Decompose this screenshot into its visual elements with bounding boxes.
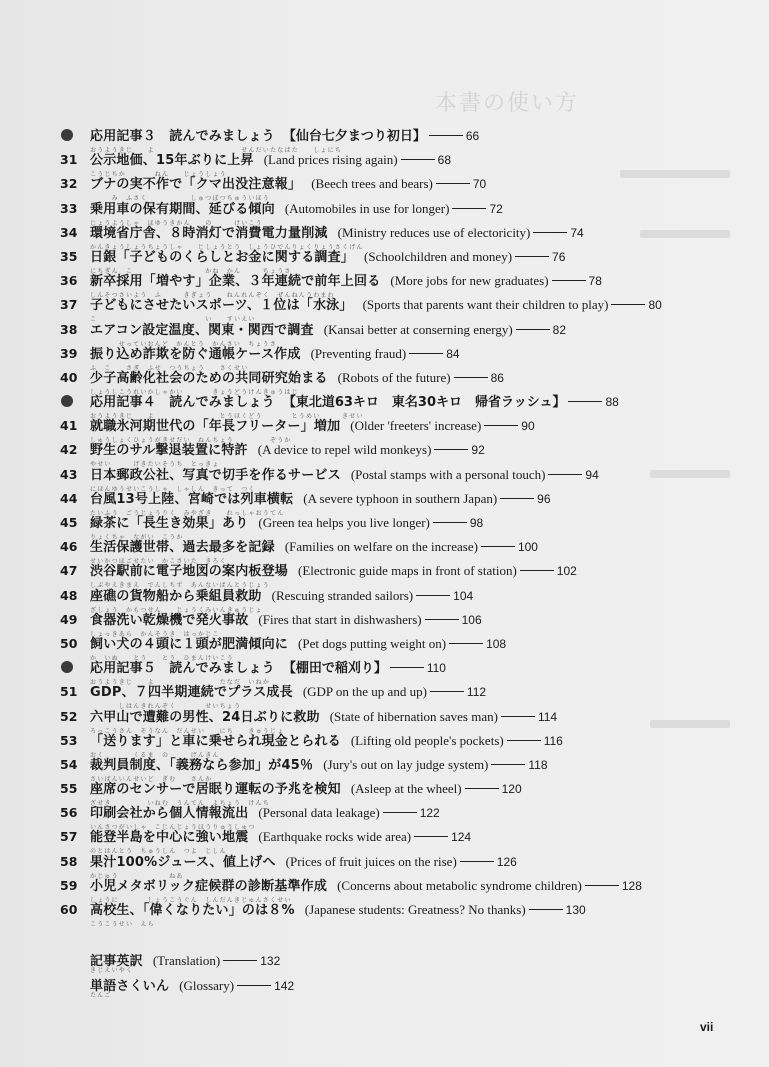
page-number: 102 xyxy=(556,564,577,579)
lesson-number: 45 xyxy=(60,515,78,530)
leader-line xyxy=(237,985,271,986)
lesson-title-en: (Jury's out on lay judge system) xyxy=(323,756,489,772)
leader-line xyxy=(433,522,467,523)
lesson-title-jp: 「送ります」と車に乗せられ現金とられる xyxy=(90,733,341,749)
leader-line xyxy=(491,764,525,765)
lesson-title-en: (Beech trees and bears) xyxy=(311,176,433,192)
lesson-number: 57 xyxy=(60,829,78,845)
lesson-number: 44 xyxy=(60,490,78,506)
furigana: ざせき いねむ うんてん よちょう けんち xyxy=(90,800,271,808)
furigana: か いぬ とう とう ひまんけいこう xyxy=(90,654,235,662)
lesson-number: 58 xyxy=(60,853,78,869)
furigana: しはんきれんぞく せいちょう xyxy=(90,703,242,711)
lesson-number: 41 xyxy=(60,418,78,434)
show-through-title: 本書の使い方 xyxy=(435,91,580,116)
furigana: いんさつがいしゃ こじんじょうほうりゅうしゅつ xyxy=(90,824,256,832)
extra-page-number: 132 xyxy=(260,954,281,968)
leader-line xyxy=(460,861,494,862)
furigana: おうようきじ よ せんだいたなばた しょにち xyxy=(90,147,343,154)
furigana: こうこうせい えら xyxy=(90,921,155,928)
lesson-title-jp: 座席のセンサーで居眠り運転の予兆を検知 xyxy=(90,782,341,798)
toc-entry[interactable] xyxy=(60,781,740,808)
toc-entry[interactable] xyxy=(60,201,740,225)
page-number: 88 xyxy=(605,395,619,410)
toc-entry[interactable] xyxy=(60,418,740,445)
lesson-title-jp: 乗用車の保有期間、延びる傾向 xyxy=(90,201,275,217)
lesson-number: 49 xyxy=(60,611,78,627)
page-number: 122 xyxy=(419,806,440,821)
leader-line xyxy=(434,449,468,450)
lesson-title-en: (Robots of the future) xyxy=(337,369,451,385)
furigana: こ い すいえい xyxy=(90,316,256,324)
furigana: ろっこうさん そうなん だんせい にち きゅうじょ xyxy=(90,727,285,735)
bullet-dot-icon xyxy=(61,661,73,673)
page-number: 118 xyxy=(528,757,548,772)
lesson-title-jp: 振り込め詐欺を防ぐ通帳ケース作成 xyxy=(90,346,301,362)
lesson-number: 37 xyxy=(60,297,78,313)
page-number: 106 xyxy=(461,612,482,627)
bullet-dot-icon xyxy=(61,395,73,407)
furigana: おうようきじ よ たなだ いねか xyxy=(90,679,271,687)
extra-english: (Translation) xyxy=(152,953,221,968)
page-number: 96 xyxy=(537,491,551,506)
toc-entry[interactable] xyxy=(60,709,740,733)
toc-entry[interactable] xyxy=(60,467,740,491)
lesson-number: 59 xyxy=(60,877,78,893)
toc-extra-translation[interactable] xyxy=(90,950,490,974)
lesson-title-jp: 六甲山で遭難の男性、24日ぶりに救助 xyxy=(90,709,320,725)
lesson-number: 53 xyxy=(60,732,78,748)
lesson-number: 38 xyxy=(60,321,78,337)
lesson-title-en: (Pet dogs putting weight on) xyxy=(298,635,447,651)
leader-line xyxy=(515,256,549,257)
leader-line xyxy=(409,353,443,354)
furigana: おく くるま の げんきん xyxy=(90,751,220,759)
lesson-title-jp: 生活保護世帯、過去最多を記録 xyxy=(90,540,275,556)
page-number: 70 xyxy=(472,177,487,192)
extra-title: 記事英訳 xyxy=(90,954,143,969)
page-number: 82 xyxy=(552,322,567,337)
extra-english: (Glossary) xyxy=(179,978,235,993)
lesson-title-en: (State of hibernation saves man) xyxy=(329,708,498,724)
furigana: やせい げきたいそうち とっきょ xyxy=(90,461,220,469)
lesson-number: 60 xyxy=(60,902,78,917)
toc-entry[interactable] xyxy=(60,878,740,902)
extra-ruby: きじえいやく xyxy=(90,967,134,974)
lesson-title-en: (Electronic guide maps in front of station) xyxy=(298,563,517,579)
lesson-title-en: (Japanese students: Greatness? No thanks) xyxy=(304,902,526,917)
toc-entry[interactable] xyxy=(60,805,740,832)
lesson-title-en: (A severe typhoon in southern Japan) xyxy=(303,490,498,506)
lesson-title-en: (Earthquake rocks wide area) xyxy=(258,829,412,845)
leader-line xyxy=(484,425,518,426)
page-number: 72 xyxy=(489,201,503,216)
furigana: しょっきあら かんそうき はっかじこ xyxy=(90,630,220,638)
toc-entry[interactable] xyxy=(60,612,740,636)
page-number: 124 xyxy=(451,830,472,845)
leader-line xyxy=(454,377,488,378)
page-number: 86 xyxy=(490,370,504,385)
lesson-number: 35 xyxy=(60,248,78,264)
page-number: 78 xyxy=(588,274,602,289)
page-number: 90 xyxy=(521,419,535,434)
page-number: 120 xyxy=(501,782,522,797)
lesson-title-jp: 食器洗い乾燥機で発火事故 xyxy=(90,612,249,628)
lesson-title-jp: 環境省庁舎、８時消灯で消費電力量削減 xyxy=(90,225,328,241)
lesson-title-en: (Preventing fraud) xyxy=(310,345,407,361)
leader-line xyxy=(429,135,463,136)
lesson-title-jp: 就職氷河期世代の「年長フリーター」増加 xyxy=(90,419,341,435)
page-number: 74 xyxy=(570,225,584,240)
toc-entry[interactable] xyxy=(60,297,740,324)
page-number: 108 xyxy=(486,636,507,651)
furigana: しょうしこうれいかしゃかい きょうどうけんきゅうはじ xyxy=(90,388,299,396)
lesson-title-en: (Personal data leakage) xyxy=(258,805,380,821)
lesson-title-jp: 小児メタボリック症候群の診断基準作成 xyxy=(90,878,328,894)
page-number: 104 xyxy=(453,588,474,603)
reading-topic: 【棚田で稲刈り】 xyxy=(282,661,387,677)
reading-topic: 【東北道63キロ 東名30キロ 帰省ラッシュ】 xyxy=(282,395,566,411)
lesson-title-jp: ブナの実不作で「クマ出没注意報」 xyxy=(90,177,302,193)
extra-ruby: たんご xyxy=(90,992,112,999)
lesson-title-jp: 高校生、「偉くなりたい」のは８% xyxy=(90,903,295,918)
page-number: 128 xyxy=(621,878,642,893)
lesson-title-jp: 野生のサル撃退装置に特許 xyxy=(90,443,248,459)
lesson-title-en: (Concerns about metabolic syndrome children) xyxy=(337,877,582,893)
lesson-number: 47 xyxy=(60,563,78,579)
toc-entry[interactable] xyxy=(60,539,740,566)
lesson-title-en: (Families on welfare on the increase) xyxy=(284,539,478,555)
furigana: かんきょうしょうちょうしゃ じしょうとう しょうひでんりょくりょうさくげん xyxy=(90,243,364,251)
lesson-title-en: (Kansai better at conserning energy) xyxy=(323,321,513,337)
lesson-number: 52 xyxy=(60,708,78,724)
page-number: 80 xyxy=(648,298,662,313)
lesson-title-en: (Postal stamps with a personal touch) xyxy=(350,466,546,482)
lesson-number: 33 xyxy=(60,200,78,216)
toc-entry[interactable] xyxy=(60,128,740,152)
leader-line xyxy=(533,232,567,233)
leader-line xyxy=(452,208,486,209)
toc-entry[interactable] xyxy=(60,902,740,926)
leader-line xyxy=(611,304,645,305)
furigana: かじゅう ねあ xyxy=(90,872,184,880)
toc-entry[interactable] xyxy=(60,370,740,394)
leader-line xyxy=(465,788,499,789)
page-number: 76 xyxy=(552,249,566,264)
lesson-title-en: (Automobiles in use for longer) xyxy=(284,200,450,216)
lesson-number: 56 xyxy=(60,805,78,821)
lesson-title-en: (Lifting old people's pockets) xyxy=(350,732,504,748)
toc-entry[interactable] xyxy=(60,757,740,781)
lesson-title-en: (Schoolchildren and money) xyxy=(364,248,513,264)
furigana: ざしょう かもつせん じょうくみいんきゅうじょ xyxy=(90,606,263,614)
page-number: 114 xyxy=(537,709,558,724)
page-number: 94 xyxy=(585,467,599,482)
lesson-title-jp: 少子高齢化社会のための共同研究始まる xyxy=(90,370,328,386)
furigana: じょうようしゃ ほゆうきかん の けいこう xyxy=(90,219,263,227)
lesson-title-jp: 新卒採用「増やす」企業、３年連続で前年上回る xyxy=(90,274,381,290)
toc-entry[interactable] xyxy=(60,152,740,179)
furigana: み ふさく しゅつぼつちゅういほう xyxy=(90,195,271,203)
leader-line xyxy=(430,691,464,692)
lesson-title-jp: GDP、７四半期連続でプラス成長 xyxy=(90,685,293,701)
leader-line xyxy=(507,740,541,741)
lesson-number: 51 xyxy=(60,684,78,700)
lesson-title-en: (Green tea helps you live longer) xyxy=(258,515,430,530)
furigana: たいふう ごうじょうりく みやざき れっしゃおうてん xyxy=(90,509,285,517)
lesson-title-jp: 果汁100%ジュース、値上げへ xyxy=(90,854,276,870)
reading-topic: 【仙台七夕まつり初日】 xyxy=(282,129,426,144)
lesson-number: 36 xyxy=(60,273,78,289)
lesson-title-jp: 日銀「子どものくらしとお金に関する調査」 xyxy=(90,249,355,265)
lesson-number: 34 xyxy=(60,224,78,240)
leader-line xyxy=(401,159,435,160)
toc-entry[interactable] xyxy=(60,394,740,421)
toc-entry[interactable] xyxy=(60,588,740,612)
furigana: にほんゆうせいこうしゃ しゃしん きって つく xyxy=(90,485,256,493)
furigana: こうじちか ねん じょうしょう xyxy=(90,171,227,179)
toc-entry[interactable] xyxy=(60,515,740,539)
toc-entry[interactable] xyxy=(60,176,740,203)
leader-line xyxy=(449,643,483,644)
leader-line xyxy=(383,812,417,813)
lesson-title-en: (Rescuing stranded sailors) xyxy=(271,587,414,603)
toc-entry[interactable] xyxy=(60,854,740,878)
lesson-number: 32 xyxy=(60,176,78,192)
lesson-title-jp: 裁判員制度、「義務なら参加」が45％ xyxy=(90,757,314,773)
furigana: にちぎん こ かね かん ちょうさ xyxy=(90,267,292,275)
leader-line xyxy=(436,183,470,184)
furigana: しぶやえきまえ でんしちず あんないばんとうじょう xyxy=(90,582,271,590)
leader-line xyxy=(416,595,450,596)
page-number: 116 xyxy=(543,733,563,748)
lesson-number: 55 xyxy=(60,781,78,797)
page-number: 112 xyxy=(466,685,487,700)
lesson-title-en: (Asleep at the wheel) xyxy=(350,781,462,797)
leader-line xyxy=(516,329,550,330)
extra-title: 単語さくいん xyxy=(90,979,170,994)
lesson-title-en: (Sports that parents want their children to play) xyxy=(362,297,609,313)
toc-entry[interactable] xyxy=(60,563,740,590)
lesson-number: 54 xyxy=(60,756,78,772)
furigana: しょうに しょうこうぐん しんだんきじゅんさくせい xyxy=(90,896,292,904)
lesson-title-en: (Fires that start in dishwashers) xyxy=(258,611,422,627)
lesson-number: 43 xyxy=(60,466,78,482)
furigana: さいばんいんせいど ぎむ さんか xyxy=(90,775,213,783)
toc-entry[interactable] xyxy=(60,273,740,300)
lesson-title-jp: 飼い犬の４頭に１頭が肥満傾向に xyxy=(90,636,289,652)
leader-line xyxy=(414,836,448,837)
furigana: しんそつさいよう ふ きぎょう ねんれんぞく ぜんねんうわまわ xyxy=(90,292,335,300)
leader-line xyxy=(481,546,515,547)
table-of-contents xyxy=(60,128,740,926)
lesson-number: 42 xyxy=(60,442,78,458)
page-number: 98 xyxy=(469,516,484,530)
bullet-dot-icon xyxy=(61,129,73,141)
page-number: 66 xyxy=(465,129,480,143)
lesson-title-en: (Land prices rising again) xyxy=(263,152,398,168)
lesson-title-en: (Ministry reduces use of electoricity) xyxy=(337,224,531,240)
leader-line xyxy=(520,570,554,571)
toc-entry[interactable] xyxy=(60,636,740,660)
furigana: ふ こ さぎ ふせ つうちょう さくせい xyxy=(90,364,249,372)
furigana: のとはんとう ちゅうしん つよ じしん xyxy=(90,848,227,856)
lesson-title-jp: 台風13号上陸、宮崎では列車横転 xyxy=(90,491,294,507)
leader-line xyxy=(552,280,586,281)
lesson-number: 46 xyxy=(60,539,78,555)
lesson-title-en: (GDP on the up and up) xyxy=(302,684,427,700)
lesson-title-en: (More jobs for new graduates) xyxy=(390,273,549,289)
page-number: 92 xyxy=(471,443,485,458)
leader-line xyxy=(390,667,424,668)
lesson-title-en: (Prices of fruit juices on the rise) xyxy=(285,853,457,869)
leader-line xyxy=(223,960,257,961)
toc-entry[interactable] xyxy=(60,733,740,757)
lesson-title-jp: 能登半島を中心に強い地震 xyxy=(90,830,249,846)
lesson-title-jp: 印刷会社から個人情報流出 xyxy=(90,806,249,822)
page-number: 110 xyxy=(426,661,446,676)
furigana: りょくちゃ ながい こうか xyxy=(90,534,184,541)
lesson-title-jp: 応用記事３ 読んでみましょう xyxy=(90,129,275,144)
leader-line xyxy=(548,474,582,475)
lesson-title-jp: 座礁の貨物船から乗組員救助 xyxy=(90,588,262,604)
lesson-title-jp: エアコン設定温度、関東・関西で調査 xyxy=(90,322,314,338)
lesson-title-jp: 応用記事５ 読んでみましょう xyxy=(90,661,275,677)
lesson-title-en: (A device to repel wild monkeys) xyxy=(257,442,432,458)
lesson-title-jp: 公示地価、15年ぶりに上昇 xyxy=(90,153,254,169)
lesson-title-jp: 子どもにさせたいスポーツ、１位は「水泳」 xyxy=(90,298,353,314)
leader-line xyxy=(585,885,619,886)
leader-line xyxy=(501,716,535,717)
leader-line xyxy=(529,909,563,910)
toc-entry[interactable] xyxy=(60,249,740,273)
page-folio: vii xyxy=(700,1020,714,1034)
extra-page-number: 142 xyxy=(274,979,295,993)
furigana: せっていおんど かんとう かんさい ちょうさ xyxy=(90,340,278,348)
page-number: 130 xyxy=(565,903,586,917)
furigana: しゅうしょくひょうがきせだい ねんちょう ぞうか xyxy=(90,437,292,445)
toc-entry[interactable] xyxy=(60,225,740,249)
furigana: おうようきじ よ とうほくどう とうめい きせい xyxy=(90,413,364,421)
page-number: 100 xyxy=(517,540,538,555)
lesson-title-jp: 応用記事４ 読んでみましょう xyxy=(90,395,275,411)
page-number: 84 xyxy=(446,346,460,361)
toc-entry[interactable] xyxy=(60,442,740,469)
toc-entry[interactable] xyxy=(60,829,740,856)
lesson-title-jp: 日本郵政公社、写真で切手を作るサービス xyxy=(90,467,341,483)
lesson-title-en: (Older 'freeters' increase) xyxy=(350,418,482,434)
toc-entry[interactable] xyxy=(60,660,740,687)
toc-entry[interactable] xyxy=(60,322,740,346)
leader-line xyxy=(425,619,459,620)
lesson-number: 40 xyxy=(60,369,78,385)
lesson-title-jp: 渋谷駅前に電子地図の案内板登場 xyxy=(90,564,289,580)
lesson-number: 31 xyxy=(60,152,78,168)
lesson-number: 50 xyxy=(60,635,78,651)
toc-extra-glossary[interactable] xyxy=(90,975,490,999)
leader-line xyxy=(568,401,602,402)
furigana: せいかつほごせたい かこさいた きろく xyxy=(90,558,227,566)
toc-entry[interactable] xyxy=(60,491,740,515)
leader-line xyxy=(500,498,534,499)
lesson-title-jp: 緑茶に「長生き効果」あり xyxy=(90,516,249,531)
page-number: 68 xyxy=(437,153,451,168)
toc-entry[interactable] xyxy=(60,346,740,370)
page-number: 126 xyxy=(496,854,517,869)
lesson-number: 48 xyxy=(60,587,78,603)
lesson-number: 39 xyxy=(60,345,78,361)
toc-entry[interactable] xyxy=(60,684,740,711)
